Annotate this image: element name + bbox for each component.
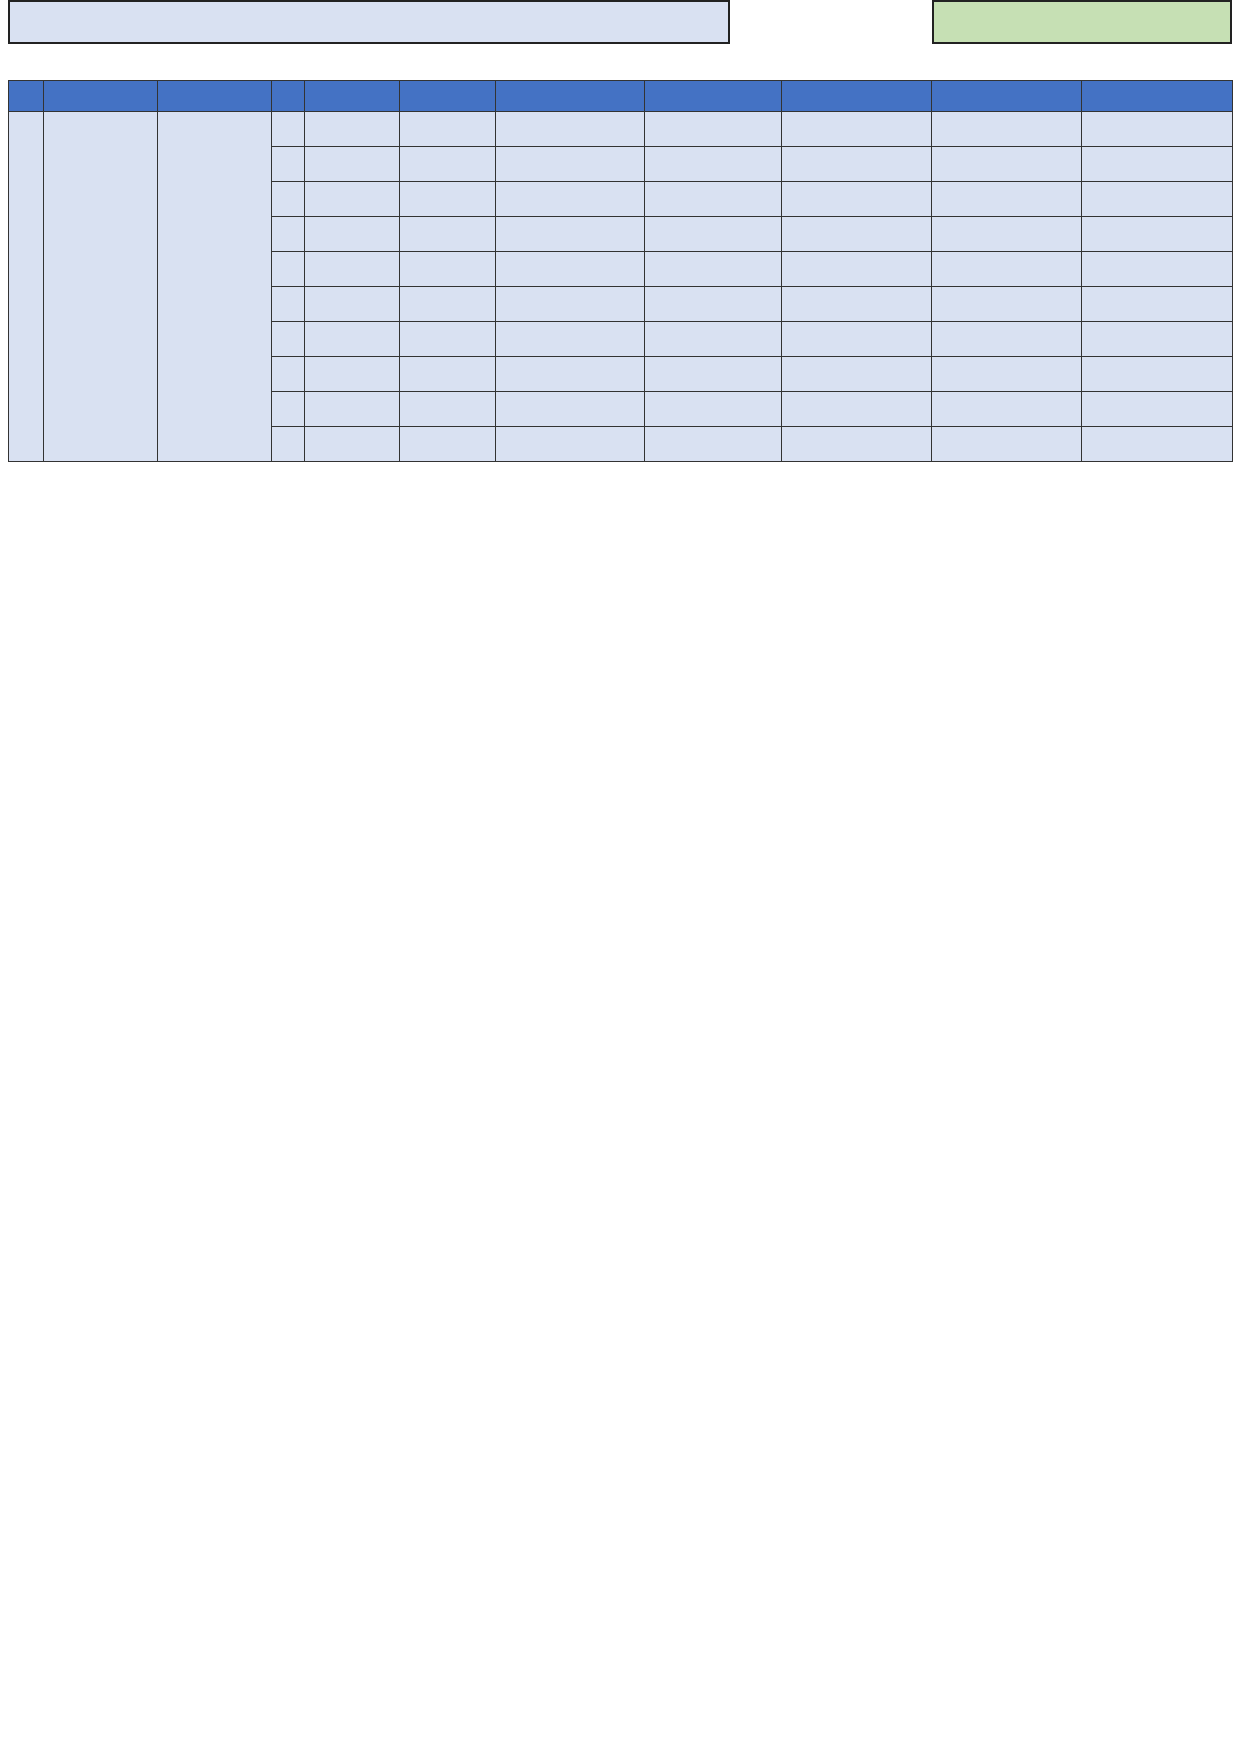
versus-dash (645, 392, 782, 427)
col-header-date (44, 81, 158, 112)
match-no (272, 217, 305, 252)
team1 (496, 287, 645, 322)
referee (932, 147, 1082, 182)
col-header-setsu (9, 81, 44, 112)
referee (932, 392, 1082, 427)
col-header-no (272, 81, 305, 112)
versus-dash (645, 427, 782, 462)
header-row (9, 81, 1233, 112)
team2 (782, 112, 932, 147)
referee (932, 217, 1082, 252)
versus-dash (645, 147, 782, 182)
col-header-dash (645, 81, 782, 112)
match-time (400, 217, 496, 252)
operation (1082, 112, 1233, 147)
versus-dash (645, 287, 782, 322)
match-date (44, 112, 158, 462)
block-code (305, 357, 400, 392)
versus-dash (645, 217, 782, 252)
match-no (272, 112, 305, 147)
col-header-team1 (496, 81, 645, 112)
page-title (8, 0, 730, 44)
team1 (496, 322, 645, 357)
team2 (782, 217, 932, 252)
match-time (400, 182, 496, 217)
match-time (400, 427, 496, 462)
match-time (400, 357, 496, 392)
team1 (496, 182, 645, 217)
match-time (400, 392, 496, 427)
team2 (782, 287, 932, 322)
operation (1082, 322, 1233, 357)
referee (932, 287, 1082, 322)
referee (932, 252, 1082, 287)
table-row (9, 112, 1233, 147)
match-time (400, 252, 496, 287)
match-no (272, 182, 305, 217)
col-header-referee (932, 81, 1082, 112)
block-code (305, 392, 400, 427)
team2 (782, 252, 932, 287)
versus-dash (645, 322, 782, 357)
col-header-time (400, 81, 496, 112)
referee (932, 112, 1082, 147)
block-code (305, 252, 400, 287)
venue (158, 112, 272, 462)
team1 (496, 147, 645, 182)
match-time (400, 287, 496, 322)
versus-dash (645, 252, 782, 287)
block-code (305, 217, 400, 252)
operation (1082, 182, 1233, 217)
referee (932, 427, 1082, 462)
block-code (305, 322, 400, 357)
document-kind-label (932, 0, 1232, 44)
block-code (305, 182, 400, 217)
operation (1082, 392, 1233, 427)
team1 (496, 217, 645, 252)
match-time (400, 112, 496, 147)
match-no (272, 322, 305, 357)
operation (1082, 147, 1233, 182)
team2 (782, 357, 932, 392)
block-code (305, 427, 400, 462)
schedule-table (8, 80, 1233, 462)
operation (1082, 252, 1233, 287)
col-header-team2 (782, 81, 932, 112)
operation (1082, 357, 1233, 392)
operation (1082, 287, 1233, 322)
team1 (496, 112, 645, 147)
team2 (782, 392, 932, 427)
operation (1082, 427, 1233, 462)
match-no (272, 252, 305, 287)
team2 (782, 322, 932, 357)
team1 (496, 392, 645, 427)
match-no (272, 357, 305, 392)
block-code (305, 147, 400, 182)
match-time (400, 147, 496, 182)
block-code (305, 112, 400, 147)
versus-dash (645, 182, 782, 217)
referee (932, 182, 1082, 217)
referee (932, 357, 1082, 392)
col-header-place (158, 81, 272, 112)
referee (932, 322, 1082, 357)
versus-dash (645, 112, 782, 147)
team2 (782, 147, 932, 182)
round-number (9, 112, 44, 462)
match-time (400, 322, 496, 357)
col-header-block (305, 81, 400, 112)
team1 (496, 252, 645, 287)
operation (1082, 217, 1233, 252)
match-no (272, 287, 305, 322)
versus-dash (645, 357, 782, 392)
team2 (782, 182, 932, 217)
team1 (496, 427, 645, 462)
block-code (305, 287, 400, 322)
col-header-operation (1082, 81, 1233, 112)
match-no (272, 392, 305, 427)
team2 (782, 427, 932, 462)
team1 (496, 357, 645, 392)
match-no (272, 427, 305, 462)
match-no (272, 147, 305, 182)
